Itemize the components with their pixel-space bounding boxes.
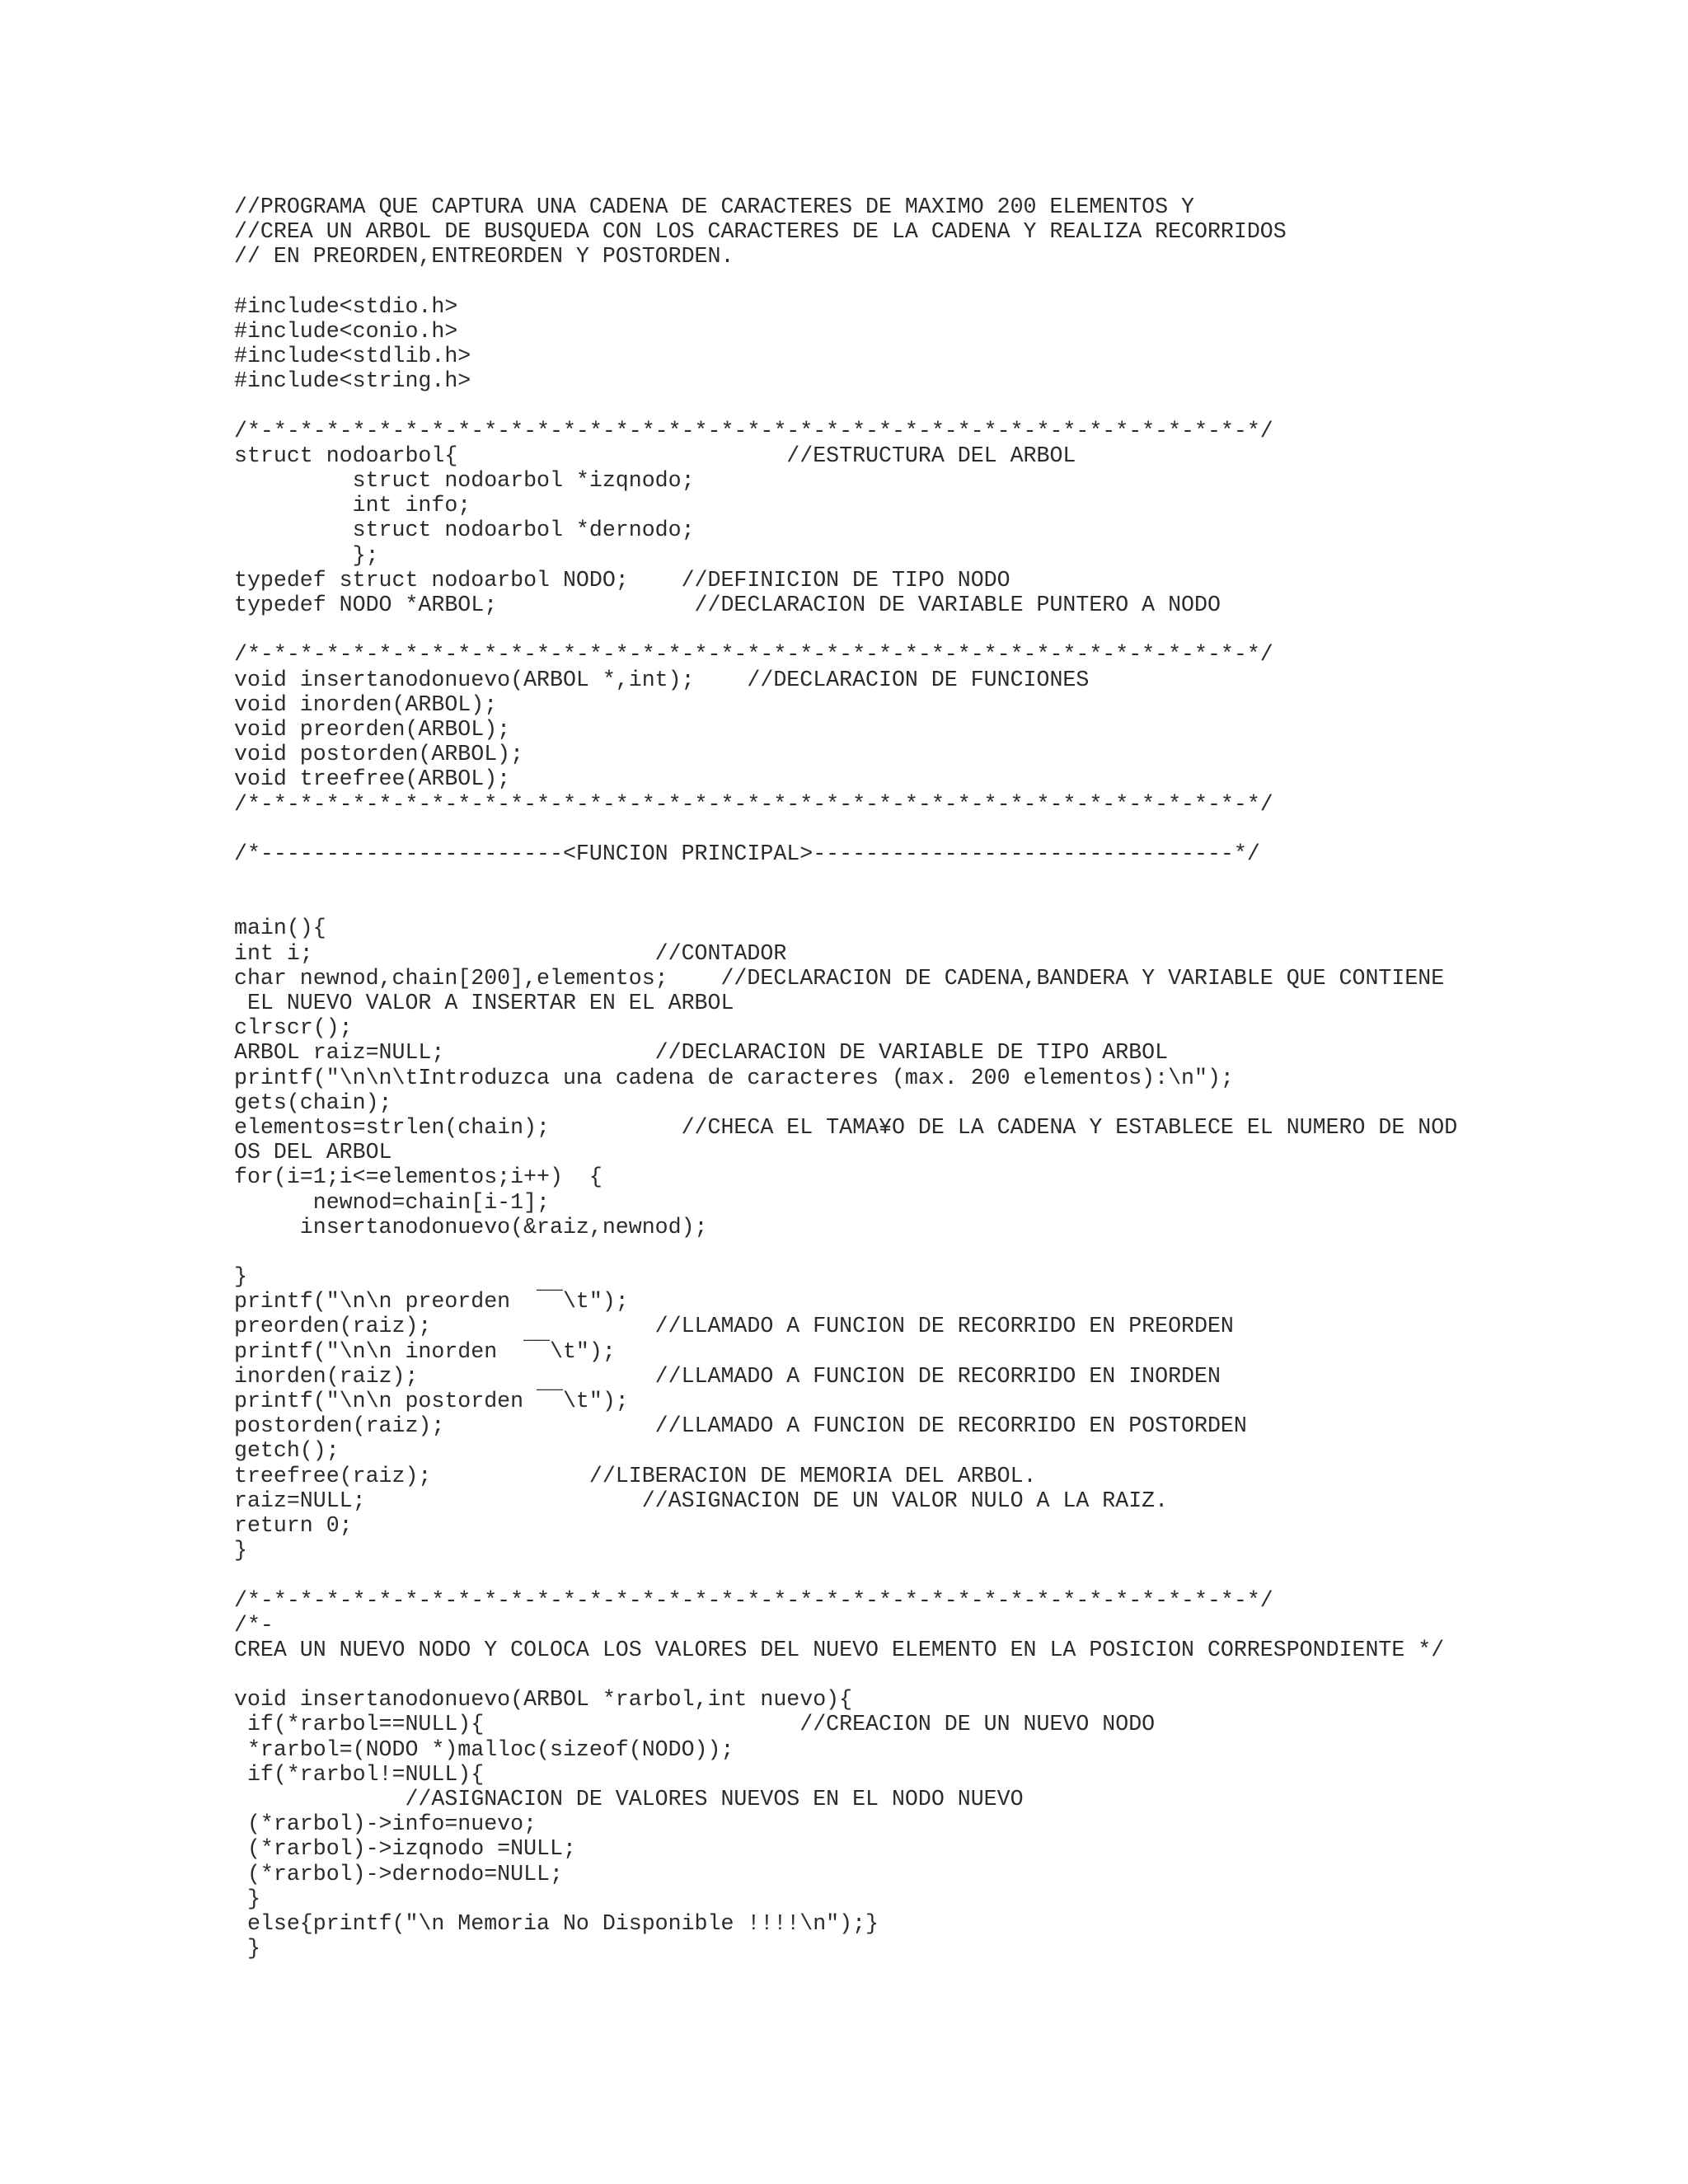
code-line: raiz=NULL; //ASIGNACION DE UN VALOR NULO A LA RAIZ.: [234, 1488, 1169, 1513]
code-line: treefree(raiz); //LIBERACION DE MEMORIA DEL ARBOL.: [234, 1463, 1037, 1488]
code-line: if(*rarbol==NULL){ //CREACION DE UN NUEVO NODO: [234, 1712, 1156, 1737]
code-line: #include<string.h>: [234, 368, 471, 394]
code-line: //CREA UN ARBOL DE BUSQUEDA CON LOS CARACTERES DE LA CADENA Y REALIZA RECORRIDOS: [234, 219, 1287, 245]
code-line: (*rarbol)->info=nuevo;: [234, 1811, 537, 1837]
code-line: elementos=strlen(chain); //CHECA EL TAMA¥O DE LA CADENA Y ESTABLECE EL NUMERO DE NOD: [234, 1114, 1458, 1140]
code-line: gets(chain);: [234, 1090, 392, 1115]
code-line: insertanodonuevo(&raiz,newnod);: [234, 1214, 708, 1240]
code-line: else{printf("\n Memoria No Disponible !!!!\n");}: [234, 1910, 879, 1936]
code-line: printf("\n\n\tIntroduzca una cadena de caracteres (max. 200 elementos):\n");: [234, 1065, 1234, 1090]
code-line: }: [234, 1936, 260, 1961]
code-line: /*-*-*-*-*-*-*-*-*-*-*-*-*-*-*-*-*-*-*-*-*-*-*-*-*-*-*-*-*-*-*-*-*-*-*-*-*-*-*/: [234, 1587, 1273, 1613]
code-line: printf("\n\n postorden ¯¯\t");: [234, 1389, 629, 1413]
code-line: /*-*-*-*-*-*-*-*-*-*-*-*-*-*-*-*-*-*-*-*-*-*-*-*-*-*-*-*-*-*-*-*-*-*-*-*-*-*-*/: [234, 791, 1273, 817]
code-line: struct nodoarbol *izqnodo;: [234, 468, 695, 494]
code-line: }: [234, 1886, 260, 1911]
code-line: main(){: [234, 916, 326, 941]
code-line: int info;: [234, 493, 471, 518]
code-line: clrscr();: [234, 1015, 353, 1041]
code-line: };: [234, 542, 379, 568]
code-line: /*-*-*-*-*-*-*-*-*-*-*-*-*-*-*-*-*-*-*-*-*-*-*-*-*-*-*-*-*-*-*-*-*-*-*-*-*-*-*/: [234, 642, 1273, 668]
code-line: }: [234, 1264, 247, 1290]
code-line: (*rarbol)->dernodo=NULL;: [234, 1861, 563, 1886]
code-line: return 0;: [234, 1512, 353, 1538]
code-line: typedef NODO *ARBOL; //DECLARACION DE VARIABLE PUNTERO A NODO: [234, 593, 1221, 617]
code-line: typedef struct nodoarbol NODO; //DEFINICION DE TIPO NODO: [234, 567, 1010, 593]
code-line: printf("\n\n inorden ¯¯\t");: [234, 1338, 616, 1364]
code-line: OS DEL ARBOL: [234, 1140, 392, 1165]
code-line: [234, 269, 1652, 294]
code-line: #include<stdio.h>: [234, 293, 458, 319]
code-line: struct nodoarbol *dernodo;: [234, 518, 695, 543]
code-line: if(*rarbol!=NULL){: [234, 1761, 485, 1787]
code-line: void treefree(ARBOL);: [234, 766, 511, 792]
code-line: void insertanodonuevo(ARBOL *rarbol,int nuevo){: [234, 1687, 853, 1713]
code-line: [234, 1240, 1652, 1264]
code-line: *rarbol=(NODO *)malloc(sizeof(NODO));: [234, 1736, 734, 1762]
code-line: [234, 617, 1652, 642]
code-line: char newnod,chain[200],elementos; //DECLARACION DE CADENA,BANDERA Y VARIABLE QUE CONTIENE: [234, 965, 1445, 991]
code-line: preorden(raiz); //LLAMADO A FUNCION DE RECORRIDO EN PREORDEN: [234, 1314, 1234, 1339]
code-line: CREA UN NUEVO NODO Y COLOCA LOS VALORES DEL NUEVO ELEMENTO EN LA POSICION CORRESPONDIENTE */: [234, 1637, 1445, 1662]
code-line: [234, 1563, 1652, 1587]
code-line: ARBOL raiz=NULL; //DECLARACION DE VARIABLE DE TIPO ARBOL: [234, 1040, 1169, 1066]
code-line: }: [234, 1538, 247, 1563]
code-line: /*-*-*-*-*-*-*-*-*-*-*-*-*-*-*-*-*-*-*-*-*-*-*-*-*-*-*-*-*-*-*-*-*-*-*-*-*-*-*/: [234, 418, 1273, 443]
code-line: (*rarbol)->izqnodo =NULL;: [234, 1836, 576, 1862]
code-line: #include<stdlib.h>: [234, 344, 471, 369]
code-line: #include<conio.h>: [234, 318, 458, 344]
code-line: getch();: [234, 1438, 340, 1464]
code-line: for(i=1;i<=elementos;i++) {: [234, 1165, 603, 1190]
code-line: postorden(raiz); //LLAMADO A FUNCION DE RECORRIDO EN POSTORDEN: [234, 1413, 1247, 1439]
code-line: int i; //CONTADOR: [234, 940, 787, 966]
code-line: [234, 891, 1652, 916]
code-line: void preorden(ARBOL);: [234, 716, 511, 742]
code-line: [234, 1662, 1652, 1687]
code-line: /*-: [234, 1612, 274, 1638]
code-line: //ASIGNACION DE VALORES NUEVOS EN EL NODO NUEVO: [234, 1787, 1024, 1811]
code-line: struct nodoarbol{ //ESTRUCTURA DEL ARBOL: [234, 443, 1076, 468]
code-line: // EN PREORDEN,ENTREORDEN Y POSTORDEN.: [234, 244, 734, 269]
code-line: void inorden(ARBOL);: [234, 691, 498, 717]
code-line: EL NUEVO VALOR A INSERTAR EN EL ARBOL: [234, 991, 734, 1015]
code-line: [234, 817, 1652, 841]
code-line: [234, 866, 1652, 891]
code-line: //PROGRAMA QUE CAPTURA UNA CADENA DE CARACTERES DE MAXIMO 200 ELEMENTOS Y: [234, 194, 1194, 219]
code-line: printf("\n\n preorden ¯¯\t");: [234, 1289, 629, 1315]
code-line: newnod=chain[i-1];: [234, 1189, 551, 1215]
source-code-listing: [234, 194, 1652, 1961]
code-line: [234, 394, 1652, 419]
code-line: /*-----------------------<FUNCION PRINCIPAL>--------------------------------*/: [234, 841, 1260, 866]
code-line: void insertanodonuevo(ARBOL *,int); //DECLARACION DE FUNCIONES: [234, 667, 1090, 692]
code-line: inorden(raiz); //LLAMADO A FUNCION DE RECORRIDO EN INORDEN: [234, 1363, 1221, 1389]
code-line: void postorden(ARBOL);: [234, 742, 524, 767]
